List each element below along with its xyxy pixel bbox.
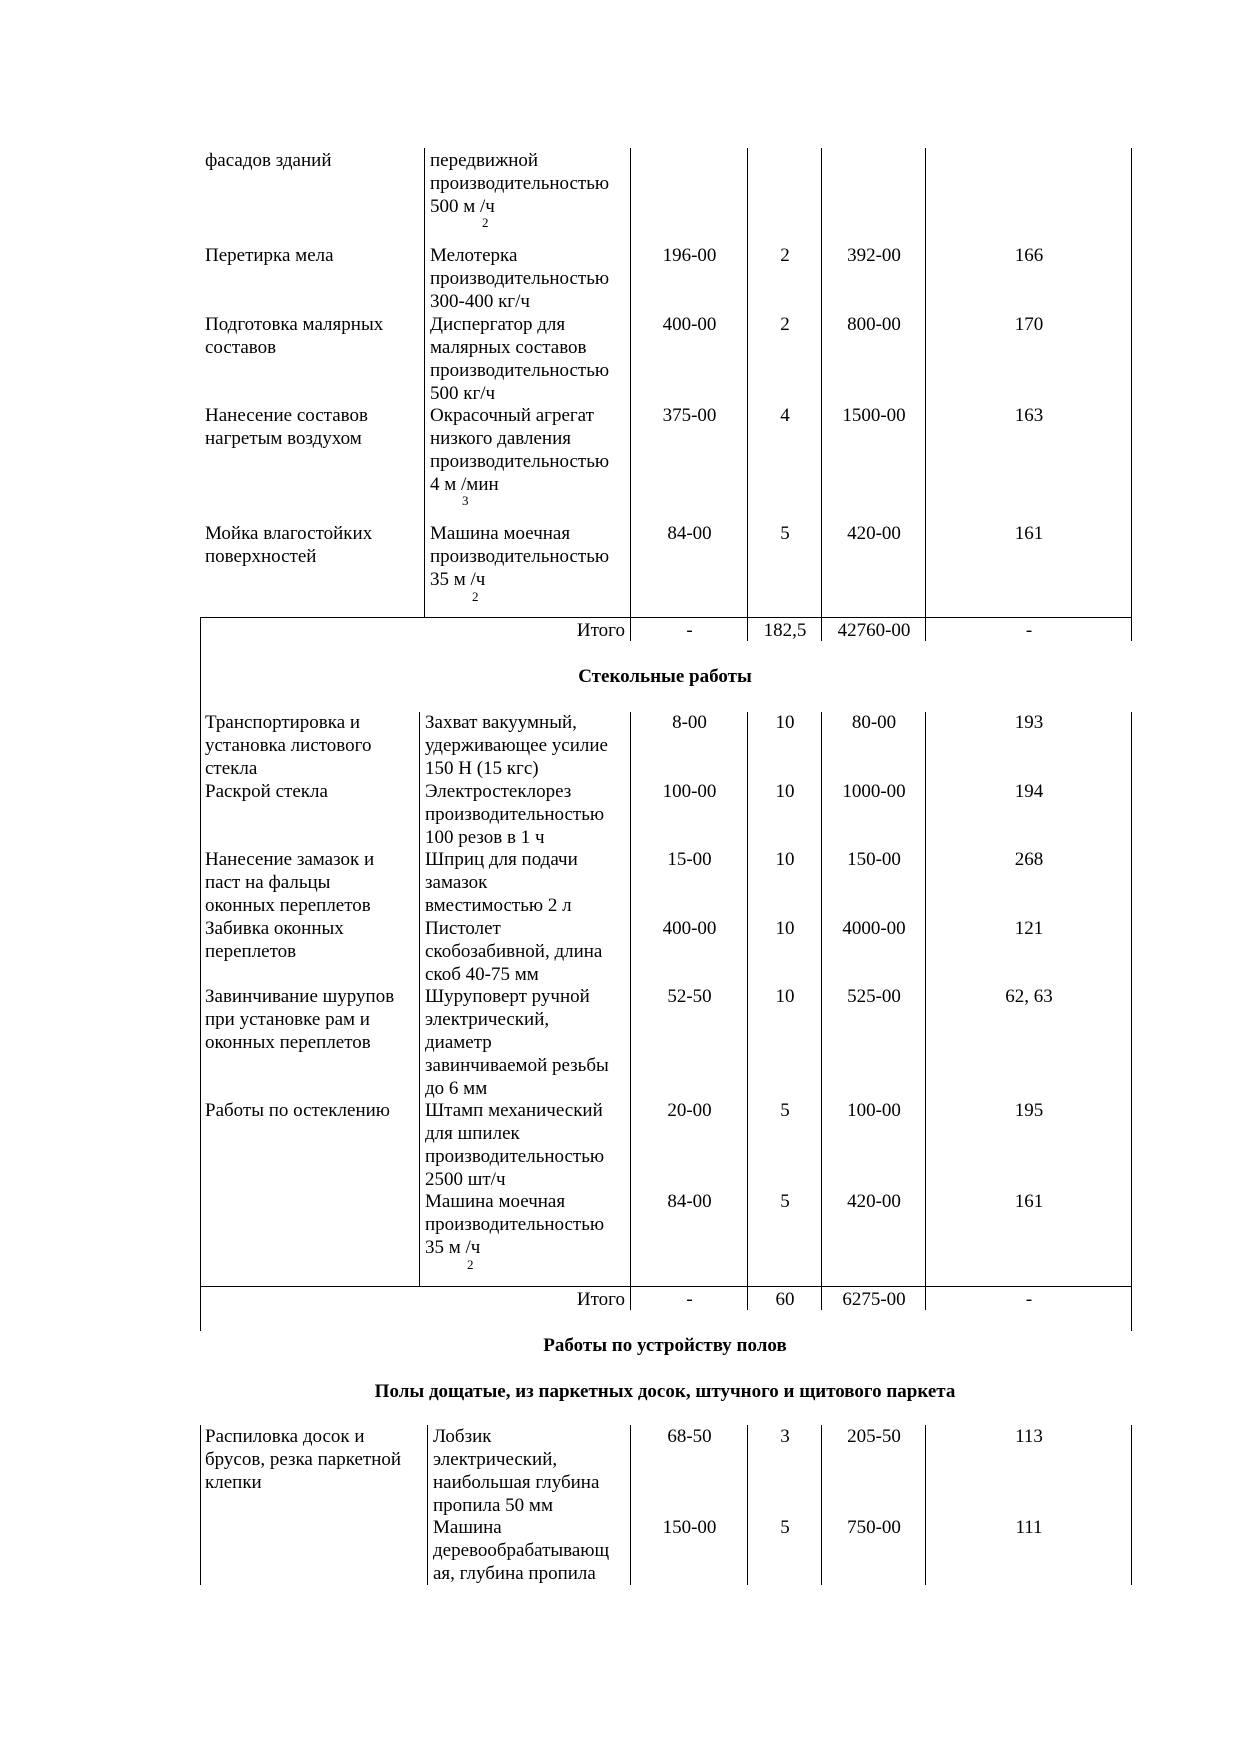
table-border: [630, 712, 631, 1286]
table-border: [1131, 1286, 1132, 1331]
table-border: [747, 712, 748, 1286]
unit-exponent: 3: [462, 493, 469, 508]
table-border: [200, 617, 201, 1331]
work-cell: Транспортировка и установка листового стекла: [205, 712, 372, 779]
machine-cell: Окрасочный агрегат низкого давления производительностью 4 м /мин: [430, 405, 610, 495]
sum-cell: 420-00: [847, 1191, 901, 1212]
qty-cell: 5: [780, 1191, 790, 1212]
table-border: [200, 617, 1131, 618]
table-border: [630, 148, 631, 617]
price-cell: 8-00: [672, 712, 707, 733]
table-border: [821, 712, 822, 1286]
work-cell: Завинчивание шурупов при установке рам и оконных переплетов: [205, 986, 395, 1053]
machine-cell: Машина моечная производительностью 35 м /ч: [425, 1191, 605, 1258]
total-qty: 60: [775, 1289, 795, 1310]
pos-cell: 195: [1014, 1100, 1044, 1121]
pos-cell: 193: [1014, 712, 1044, 733]
table-border: [925, 1286, 926, 1310]
price-cell: 400-00: [662, 918, 717, 939]
pos-cell: 166: [1014, 245, 1044, 266]
table-border: [925, 1425, 926, 1585]
total-qty: 182,5: [763, 620, 807, 641]
total-sum: 42760-00: [837, 620, 911, 641]
table-border: [925, 617, 926, 641]
table-border: [427, 1425, 428, 1585]
work-cell: фасадов зданий: [205, 150, 332, 171]
pos-cell: 111: [1015, 1517, 1043, 1538]
machine-cell: Пистолет скобозабивной, длина скоб 40-75 мм: [425, 918, 603, 985]
price-cell: 84-00: [667, 1191, 712, 1212]
qty-cell: 10: [775, 849, 795, 870]
qty-cell: 5: [780, 1517, 790, 1538]
price-cell: 52-50: [667, 986, 712, 1007]
table-border: [1131, 712, 1132, 1286]
price-cell: 84-00: [667, 523, 712, 544]
total-sum: 6275-00: [842, 1289, 906, 1310]
qty-cell: 10: [775, 781, 795, 802]
table-border: [200, 1286, 1131, 1287]
table-border: [747, 148, 748, 617]
section-title: Работы по устройству полов: [543, 1335, 787, 1356]
machine-cell: Захват вакуумный, удерживающее усилие 150 Н (15 кгс): [425, 712, 608, 779]
machine-cell: Шприц для подачи замазок вместимостью 2 л: [425, 849, 578, 916]
machine-cell: Машина моечная производительностью 35 м /ч: [430, 523, 610, 590]
machine-cell: Машина деревообрабатывающ ая, глубина пропила: [433, 1517, 610, 1584]
table-border: [630, 1286, 631, 1310]
sum-cell: 4000-00: [842, 918, 906, 939]
machine-cell: Шуруповерт ручной электрический, диаметр завинчиваемой резьбы до 6 мм: [425, 986, 609, 1099]
price-cell: 400-00: [662, 314, 717, 335]
sum-cell: 800-00: [847, 314, 901, 335]
table-border: [747, 1286, 748, 1310]
work-cell: Нанесение составов нагретым воздухом: [205, 405, 368, 449]
sum-cell: 1000-00: [842, 781, 906, 802]
unit-exponent: 2: [472, 589, 479, 604]
sum-cell: 80-00: [851, 712, 897, 733]
work-cell: Распиловка досок и брусов, резка паркетной клепки: [205, 1426, 402, 1493]
table-border: [419, 712, 420, 1286]
section-title: Стекольные работы: [578, 666, 752, 687]
price-cell: 150-00: [662, 1517, 717, 1538]
qty-cell: 4: [780, 405, 790, 426]
pos-cell: 161: [1014, 1191, 1044, 1212]
sum-cell: 100-00: [847, 1100, 901, 1121]
machine-cell: передвижной производительностью 500 м /ч: [430, 150, 610, 217]
work-cell: Мойка влагостойких поверхностей: [205, 523, 373, 567]
unit-exponent: 2: [482, 215, 489, 230]
work-cell: Подготовка малярных составов: [205, 314, 384, 358]
table-border: [200, 1425, 201, 1585]
price-cell: 68-50: [667, 1426, 712, 1447]
qty-cell: 10: [775, 712, 795, 733]
price-cell: 15-00: [667, 849, 712, 870]
pos-cell: 170: [1014, 314, 1044, 335]
pos-cell: 121: [1014, 918, 1044, 939]
machine-cell: Диспергатор для малярных составов производительностью 500 кг/ч: [430, 314, 610, 404]
sum-cell: 392-00: [847, 245, 901, 266]
total-label: Итого: [576, 620, 625, 641]
table-border: [1131, 617, 1132, 641]
pos-cell: 194: [1014, 781, 1044, 802]
work-cell: Нанесение замазок и паст на фальцы оконных переплетов: [205, 849, 375, 916]
sum-cell: 750-00: [847, 1517, 901, 1538]
table-border: [821, 148, 822, 617]
unit-exponent: 2: [467, 1257, 474, 1272]
table-border: [821, 617, 822, 641]
sum-cell: 420-00: [847, 523, 901, 544]
total-price: -: [686, 1289, 693, 1310]
qty-cell: 10: [775, 986, 795, 1007]
pos-cell: 113: [1015, 1426, 1043, 1447]
work-cell: Забивка оконных переплетов: [205, 918, 344, 962]
table-border: [747, 1425, 748, 1585]
qty-cell: 3: [780, 1426, 790, 1447]
table-border: [630, 617, 631, 641]
price-cell: 196-00: [662, 245, 717, 266]
table-border: [1131, 1425, 1132, 1585]
pos-cell: 268: [1014, 849, 1044, 870]
machine-cell: Лобзик электрический, наибольшая глубина пропила 50 мм: [433, 1426, 600, 1516]
work-cell: Раскрой стекла: [205, 781, 328, 802]
qty-cell: 2: [780, 245, 790, 266]
machine-cell: Электростеклорез производительностью 100 резов в 1 ч: [425, 781, 605, 848]
total-price: -: [686, 620, 693, 641]
machine-cell: Мелотерка производительностью 300-400 кг/ч: [430, 245, 610, 312]
qty-cell: 5: [780, 1100, 790, 1121]
price-cell: 375-00: [662, 405, 717, 426]
pos-cell: 62, 63: [1005, 986, 1053, 1007]
total-pos: -: [1025, 1289, 1033, 1310]
sum-cell: 1500-00: [842, 405, 906, 426]
machine-cell: Штамп механический для шпилек производительностью 2500 шт/ч: [425, 1100, 605, 1190]
total-label: Итого: [576, 1289, 625, 1310]
table-border: [747, 617, 748, 641]
work-cell: Перетирка мела: [205, 245, 334, 266]
price-cell: 20-00: [667, 1100, 712, 1121]
sum-cell: 205-50: [847, 1426, 901, 1447]
qty-cell: 5: [780, 523, 790, 544]
work-cell: Работы по остеклению: [205, 1100, 390, 1121]
table-border: [630, 1425, 631, 1585]
price-cell: 100-00: [662, 781, 717, 802]
qty-cell: 10: [775, 918, 795, 939]
table-border: [925, 712, 926, 1286]
qty-cell: 2: [780, 314, 790, 335]
table-border: [925, 148, 926, 617]
total-pos: -: [1025, 620, 1033, 641]
table-border: [821, 1286, 822, 1310]
sum-cell: 150-00: [847, 849, 901, 870]
section-subtitle: Полы дощатые, из паркетных досок, штучного и щитового паркета: [374, 1381, 956, 1402]
pos-cell: 163: [1014, 405, 1044, 426]
table-border: [424, 148, 425, 617]
pos-cell: 161: [1014, 523, 1044, 544]
table-border: [821, 1425, 822, 1585]
sum-cell: 525-00: [847, 986, 901, 1007]
table-border: [1131, 148, 1132, 617]
